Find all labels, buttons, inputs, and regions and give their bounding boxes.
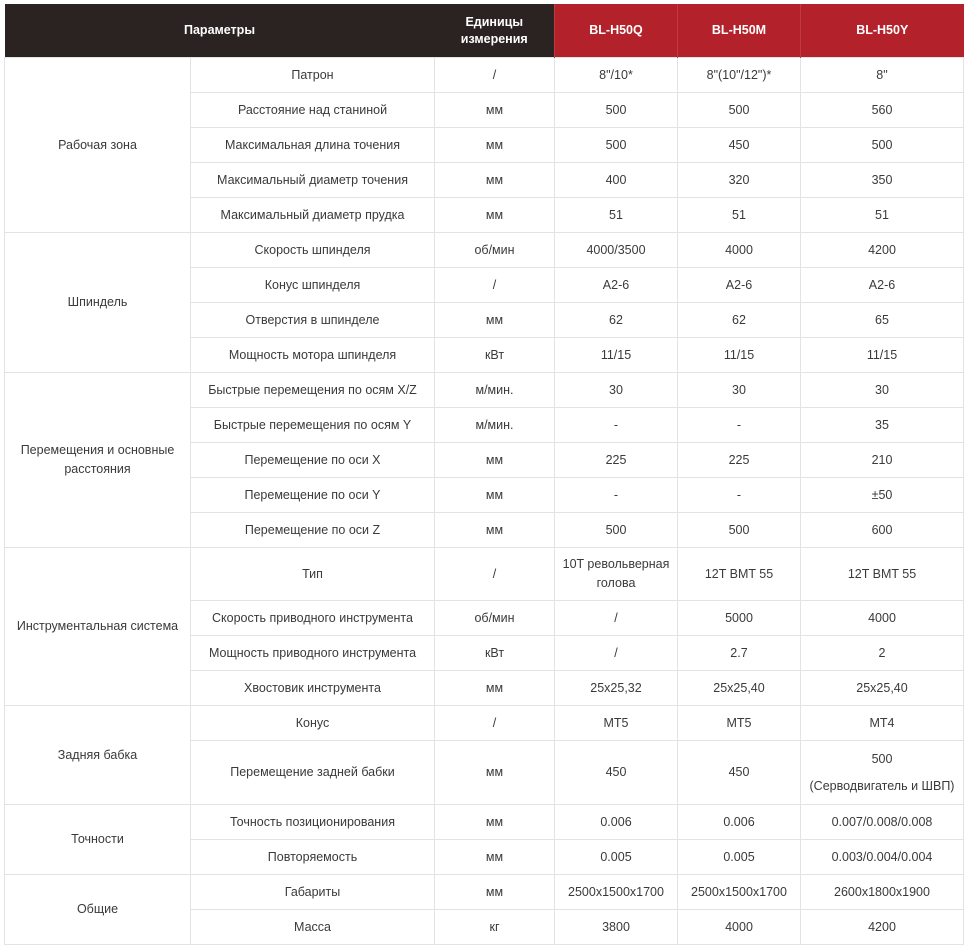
param-name: Масса [191, 910, 435, 945]
value-model-1: MT5 [555, 706, 678, 741]
unit: кВт [435, 338, 555, 373]
value-model-1: 62 [555, 303, 678, 338]
header-units: Единицы измерения [435, 4, 555, 58]
value-model-3: 0.003/0.004/0.004 [801, 840, 964, 875]
group-label: Перемещения и основные расстояния [5, 373, 191, 548]
value-model-3: 65 [801, 303, 964, 338]
param-name: Перемещение по оси Z [191, 513, 435, 548]
value-model-2: 25x25,40 [678, 671, 801, 706]
param-name: Быстрые перемещения по осям Y [191, 408, 435, 443]
value-model-1: 500 [555, 128, 678, 163]
value-model-2: 0.005 [678, 840, 801, 875]
value-model-3: 2600x1800x1900 [801, 875, 964, 910]
value-model-2: - [678, 478, 801, 513]
unit: / [435, 268, 555, 303]
value-model-1: A2-6 [555, 268, 678, 303]
value-model-3: A2-6 [801, 268, 964, 303]
value: 500 [871, 751, 893, 766]
value-model-3: 51 [801, 198, 964, 233]
param-name: Максимальная длина точения [191, 128, 435, 163]
value-model-3 [801, 741, 964, 805]
value-model-3: 25x25,40 [801, 671, 964, 706]
value-model-2: 62 [678, 303, 801, 338]
table-row [5, 805, 964, 840]
value-model-3: 2 [801, 636, 964, 671]
param-name: Конус шпинделя [191, 268, 435, 303]
value-model-2: 4000 [678, 910, 801, 945]
param-name: Мощность мотора шпинделя [191, 338, 435, 373]
value-model-3: 11/15 [801, 338, 964, 373]
group-label: Шпиндель [5, 233, 191, 373]
unit: об/мин [435, 233, 555, 268]
value-model-1: / [555, 636, 678, 671]
unit: мм [435, 303, 555, 338]
header-params: Параметры [5, 4, 435, 58]
unit: мм [435, 741, 555, 805]
value-model-2: 450 [678, 741, 801, 805]
group-label: Рабочая зона [5, 58, 191, 233]
value-model-2: 500 [678, 93, 801, 128]
value-model-2: A2-6 [678, 268, 801, 303]
value-model-1: 3800 [555, 910, 678, 945]
unit: об/мин [435, 601, 555, 636]
unit: кг [435, 910, 555, 945]
unit: мм [435, 840, 555, 875]
param-name: Максимальный диаметр точения [191, 163, 435, 198]
value-model-3: 4200 [801, 910, 964, 945]
param-name: Патрон [191, 58, 435, 93]
value-model-2: 4000 [678, 233, 801, 268]
unit: мм [435, 128, 555, 163]
value-model-2: 500 [678, 513, 801, 548]
value-model-3: 4200 [801, 233, 964, 268]
value-model-2: - [678, 408, 801, 443]
param-name: Перемещение задней бабки [191, 741, 435, 805]
table-row [5, 875, 964, 910]
unit: м/мин. [435, 373, 555, 408]
unit: мм [435, 805, 555, 840]
value-model-3: 0.007/0.008/0.008 [801, 805, 964, 840]
value-model-2: 450 [678, 128, 801, 163]
value-model-1: 500 [555, 93, 678, 128]
unit: / [435, 706, 555, 741]
specs-table [4, 4, 964, 945]
value-model-2: 2500x1500x1700 [678, 875, 801, 910]
value-model-1: 8"/10* [555, 58, 678, 93]
header-row [5, 4, 964, 58]
param-name: Перемещение по оси X [191, 443, 435, 478]
header-model-3: BL-H50Y [801, 4, 964, 58]
value-model-1: / [555, 601, 678, 636]
value-model-1: 400 [555, 163, 678, 198]
value-model-1: 25x25,32 [555, 671, 678, 706]
header-model-1: BL-H50Q [555, 4, 678, 58]
table-row [5, 58, 964, 93]
value-model-1: 4000/3500 [555, 233, 678, 268]
value-model-1: 2500x1500x1700 [555, 875, 678, 910]
unit: кВт [435, 636, 555, 671]
value-model-2: 11/15 [678, 338, 801, 373]
value-model-1: 10T револьверная голова [555, 548, 678, 601]
param-name: Расстояние над станиной [191, 93, 435, 128]
value-model-2: 30 [678, 373, 801, 408]
param-name: Скорость приводного инструмента [191, 601, 435, 636]
unit: мм [435, 875, 555, 910]
param-name: Быстрые перемещения по осям X/Z [191, 373, 435, 408]
value-model-2: 225 [678, 443, 801, 478]
param-name: Конус [191, 706, 435, 741]
value-model-2: 5000 [678, 601, 801, 636]
unit: / [435, 548, 555, 601]
group-label: Общие [5, 875, 191, 945]
unit: мм [435, 163, 555, 198]
value-model-2: 0.006 [678, 805, 801, 840]
value-model-2: 320 [678, 163, 801, 198]
value-model-3: 600 [801, 513, 964, 548]
value-model-1: 500 [555, 513, 678, 548]
value-model-1: 51 [555, 198, 678, 233]
unit: мм [435, 478, 555, 513]
value-model-1: 30 [555, 373, 678, 408]
value-model-2: 51 [678, 198, 801, 233]
param-name: Хвостовик инструмента [191, 671, 435, 706]
param-name: Скорость шпинделя [191, 233, 435, 268]
value-model-3: 35 [801, 408, 964, 443]
value-model-2: 12T BMT 55 [678, 548, 801, 601]
table-row [5, 548, 964, 601]
param-name: Габариты [191, 875, 435, 910]
value-model-3: 4000 [801, 601, 964, 636]
value-model-1: 0.006 [555, 805, 678, 840]
value-model-1: 0.005 [555, 840, 678, 875]
param-name: Максимальный диаметр прудка [191, 198, 435, 233]
value-model-3: 210 [801, 443, 964, 478]
unit: мм [435, 671, 555, 706]
unit: мм [435, 513, 555, 548]
value-model-3: 500 [801, 128, 964, 163]
value-model-1: - [555, 408, 678, 443]
group-label: Инструментальная система [5, 548, 191, 706]
param-name: Точность позиционирования [191, 805, 435, 840]
value-note: (Серводвигатель и ШВП) [809, 778, 955, 793]
group-label: Задняя бабка [5, 706, 191, 805]
group-label: Точности [5, 805, 191, 875]
param-name: Мощность приводного инструмента [191, 636, 435, 671]
param-name: Перемещение по оси Y [191, 478, 435, 513]
value-model-1: 11/15 [555, 338, 678, 373]
table-row [5, 233, 964, 268]
unit: мм [435, 198, 555, 233]
table-row [5, 706, 964, 741]
unit: мм [435, 443, 555, 478]
value-model-1: - [555, 478, 678, 513]
specs-body [5, 58, 964, 945]
value-model-3: MT4 [801, 706, 964, 741]
value-model-1: 225 [555, 443, 678, 478]
value-model-3: 12T BMT 55 [801, 548, 964, 601]
unit: мм [435, 93, 555, 128]
value-model-2: 8"(10"/12")* [678, 58, 801, 93]
unit: м/мин. [435, 408, 555, 443]
param-name: Повторяемость [191, 840, 435, 875]
param-name: Тип [191, 548, 435, 601]
header-model-2: BL-H50M [678, 4, 801, 58]
value-model-3: 350 [801, 163, 964, 198]
value-model-2: MT5 [678, 706, 801, 741]
value-model-3: 560 [801, 93, 964, 128]
param-name: Отверстия в шпинделе [191, 303, 435, 338]
unit: / [435, 58, 555, 93]
value-model-1: 450 [555, 741, 678, 805]
value-model-2: 2.7 [678, 636, 801, 671]
table-row [5, 373, 964, 408]
value-model-3: ±50 [801, 478, 964, 513]
value-model-3: 30 [801, 373, 964, 408]
value-model-3: 8" [801, 58, 964, 93]
